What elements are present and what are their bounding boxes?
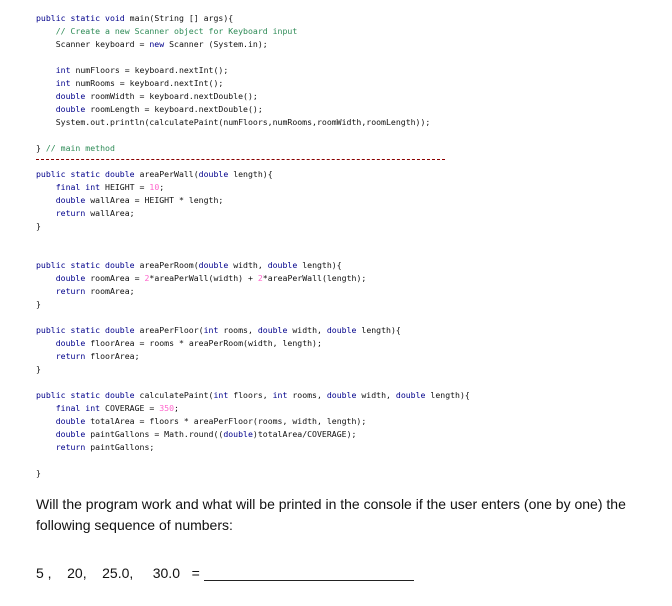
code-token: areaPerRoom(: [139, 260, 199, 270]
code-line: [36, 64, 470, 77]
code-line: [36, 402, 470, 415]
answer-line: [36, 565, 414, 581]
code-token: public static void: [36, 13, 130, 23]
code-token: }: [36, 299, 41, 309]
code-token: public static double: [36, 325, 140, 335]
code-token: [36, 429, 56, 439]
code-token: width,: [361, 390, 396, 400]
code-token: int: [272, 390, 293, 400]
code-token: [36, 104, 56, 114]
code-line: [36, 233, 470, 246]
code-token: ;: [159, 182, 165, 192]
code-token: [36, 65, 56, 75]
code-token: [36, 403, 56, 413]
code-token: length){: [361, 325, 401, 335]
code-token: paintGallons;: [90, 442, 155, 452]
code-token: return: [55, 351, 91, 361]
code-token: }: [36, 364, 41, 374]
code-token: double: [223, 429, 253, 439]
code-token: return: [55, 442, 91, 452]
code-token: [36, 182, 56, 192]
code-token: areaPerFloor(: [139, 325, 204, 335]
code-token: [36, 208, 56, 218]
code-token: // Create a new Scanner object for Keyboard input: [36, 26, 298, 36]
code-token: double: [55, 273, 91, 283]
question-text: Will the program work and what will be printed in the console if the user enters (one by one) the following sequence of numbers:: [36, 496, 626, 533]
code-token: double: [55, 91, 91, 101]
code-line: [36, 129, 470, 142]
code-token: COVERAGE =: [105, 403, 160, 413]
code-line: [36, 207, 470, 220]
code-token: double: [55, 338, 91, 348]
code-token: floorArea = rooms * areaPerRoom(width, length);: [90, 338, 322, 348]
code-token: double: [55, 195, 91, 205]
code-line: [36, 181, 470, 194]
section-divider: [36, 159, 445, 160]
code-line: [36, 194, 470, 207]
code-token: wallArea;: [90, 208, 135, 218]
code-token: [36, 286, 56, 296]
code-token: 350: [159, 403, 175, 413]
code-line: [36, 103, 470, 116]
code-token: [36, 351, 56, 361]
code-token: width,: [292, 325, 327, 335]
code-line: [36, 142, 470, 155]
code-token: return: [55, 208, 91, 218]
code-token: double: [395, 390, 431, 400]
code-token: rooms,: [223, 325, 258, 335]
code-token: public static double: [36, 169, 140, 179]
code-token: // main method: [45, 143, 115, 153]
code-token: length){: [430, 390, 470, 400]
code-line: [36, 220, 470, 233]
code-line: [36, 38, 470, 51]
code-line: [36, 441, 470, 454]
code-line: [36, 155, 470, 168]
code-line: [36, 77, 470, 90]
code-token: return: [55, 286, 91, 296]
code-listing: [36, 12, 470, 480]
code-token: double: [326, 325, 362, 335]
code-line: [36, 285, 470, 298]
code-token: Scanner (System.in);: [169, 39, 268, 49]
code-token: ;: [174, 403, 179, 413]
code-token: double: [198, 260, 234, 270]
code-line: [36, 337, 470, 350]
code-token: double: [55, 104, 91, 114]
code-line: [36, 363, 470, 376]
code-token: final int: [55, 182, 106, 192]
answer-blank[interactable]: [204, 568, 414, 581]
code-token: }: [36, 221, 41, 231]
code-token: double: [55, 416, 91, 426]
code-line: [36, 376, 470, 389]
code-token: double: [267, 260, 303, 270]
code-token: totalArea = floors * areaPerFloor(rooms, width, length);: [90, 416, 367, 426]
code-line: [36, 272, 470, 285]
code-line: [36, 350, 470, 363]
code-token: [36, 273, 56, 283]
code-line: [36, 51, 470, 64]
code-token: 2: [144, 273, 150, 283]
code-token: HEIGHT =: [105, 182, 150, 192]
code-line: [36, 90, 470, 103]
code-token: wallArea = HEIGHT * length;: [90, 195, 224, 205]
code-token: numFloors = keyboard.nextInt();: [75, 65, 229, 75]
code-line: [36, 298, 470, 311]
code-token: areaPerWall(: [139, 169, 199, 179]
code-token: length){: [233, 169, 273, 179]
code-token: rooms,: [292, 390, 327, 400]
code-token: Scanner keyboard =: [36, 39, 150, 49]
code-token: [36, 78, 56, 88]
code-token: double: [326, 390, 362, 400]
code-token: 2: [257, 273, 263, 283]
code-line: [36, 116, 470, 129]
code-token: int: [55, 78, 76, 88]
code-token: double: [55, 429, 91, 439]
code-token: int: [213, 390, 234, 400]
code-line: [36, 454, 470, 467]
code-line: [36, 467, 470, 480]
code-token: roomArea;: [90, 286, 135, 296]
code-token: floorArea;: [90, 351, 140, 361]
code-token: [36, 195, 56, 205]
code-token: [36, 338, 56, 348]
code-token: [36, 442, 56, 452]
input-sequence: 5 , 20, 25.0, 30.0 =: [36, 565, 200, 581]
code-token: *areaPerWall(width) +: [149, 273, 258, 283]
code-token: public static double: [36, 260, 140, 270]
code-line: [36, 428, 470, 441]
code-token: calculatePaint(: [139, 390, 214, 400]
code-line: [36, 25, 470, 38]
code-token: }: [36, 143, 46, 153]
code-token: floors,: [233, 390, 273, 400]
code-line: [36, 389, 470, 402]
code-token: double: [198, 169, 234, 179]
code-token: public static double: [36, 390, 140, 400]
code-token: new: [149, 39, 170, 49]
code-line: [36, 311, 470, 324]
code-token: [36, 416, 56, 426]
code-token: int: [203, 325, 224, 335]
code-token: System.out.println(calculatePaint(numFloors,numRooms,roomWidth,roomLength));: [36, 117, 431, 127]
code-token: numRooms = keyboard.nextInt();: [75, 78, 224, 88]
code-line: [36, 324, 470, 337]
code-token: 10: [149, 182, 160, 192]
code-token: double: [257, 325, 293, 335]
code-token: width,: [233, 260, 268, 270]
code-token: length){: [302, 260, 342, 270]
code-token: int: [55, 65, 76, 75]
code-token: *areaPerWall(length);: [262, 273, 367, 283]
code-line: [36, 259, 470, 272]
code-line: [36, 415, 470, 428]
code-token: main(String [] args){: [129, 13, 234, 23]
code-token: roomArea =: [90, 273, 145, 283]
code-token: roomLength = keyboard.nextDouble();: [90, 104, 263, 114]
code-token: [36, 91, 56, 101]
code-token: )totalArea/COVERAGE);: [252, 429, 357, 439]
code-line: [36, 246, 470, 259]
code-line: [36, 168, 470, 181]
code-line: [36, 12, 470, 25]
code-token: final int: [55, 403, 106, 413]
code-token: roomWidth = keyboard.nextDouble();: [90, 91, 258, 101]
code-token: }: [36, 468, 41, 478]
code-token: paintGallons = Math.round((: [90, 429, 224, 439]
